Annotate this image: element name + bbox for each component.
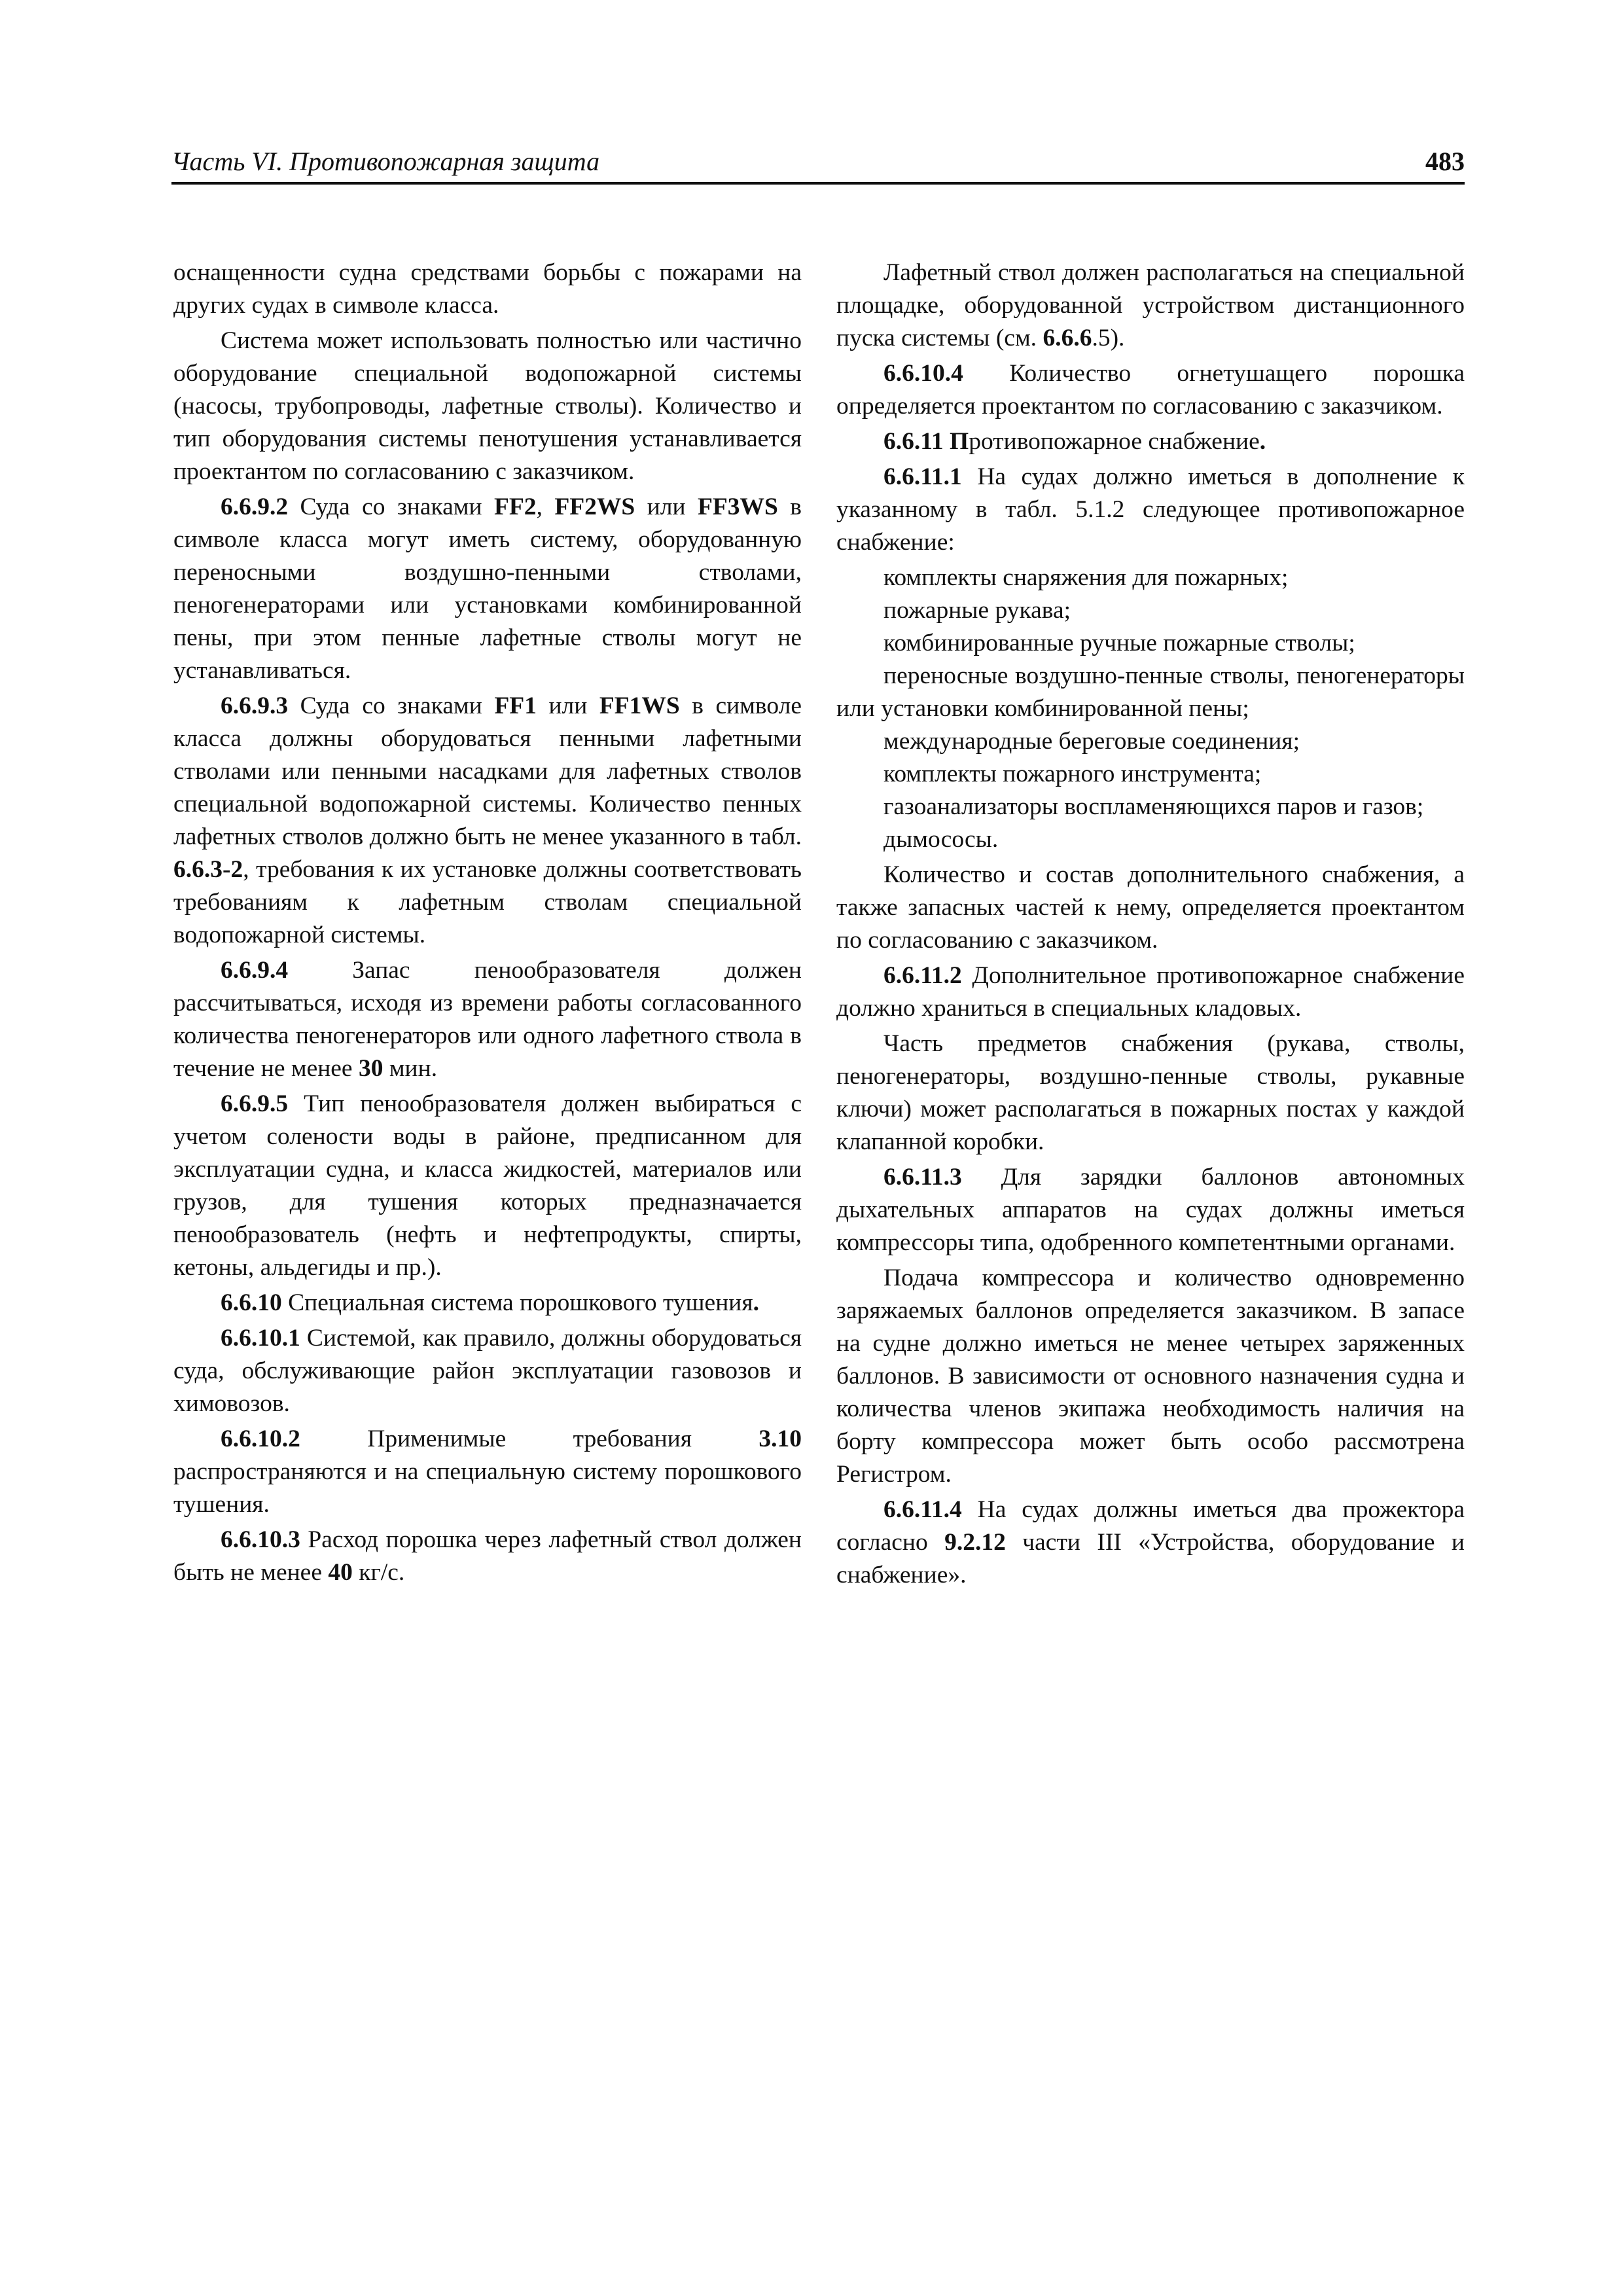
list-item: дымососы. xyxy=(883,826,999,853)
paragraph: 6.6.11.4 На судах должны иметься два прожектора согласно 9.2.12 части III «Устройства, оборудование и снабжение». xyxy=(836,1496,1465,1588)
paragraph: Часть предметов снабжения (рукава, стволы, пеногенераторы, воздушно-пенные стволы, рукавные ключи) может располагаться в пожарных постах у каждой клапанной коробки. xyxy=(836,1030,1465,1155)
class-mark: FF2WS xyxy=(554,493,635,520)
section-ref: 6.6.6 xyxy=(1043,325,1092,351)
list-item: газоанализаторы воспламеняющихся паров и газов; xyxy=(883,793,1424,820)
page-number: 483 xyxy=(1425,147,1465,176)
table-ref: 6.6.3-2 xyxy=(173,856,243,883)
list-item: переносные воздушно-пенные стволы, пеногенераторы или установки комбинированной пены; xyxy=(836,662,1465,722)
paragraph: 6.6.9.4 Запас пенообразователя должен рассчитываться, исходя из времени работы согласованного количества пеногенераторов или одного лафетного ствола в течение не менее 30 мин. xyxy=(173,957,802,1082)
clause-number: 6.6.11 П xyxy=(883,428,969,455)
class-mark: FF1WS xyxy=(599,692,680,719)
paragraph: 6.6.9.3 Суда со знаками FF1 или FF1WS в символе класса должны оборудоваться пенными лафетными стволами или пенными насадками для лафетных стволов специальной водопожарной системы. Количество пенных лафетных стволов должно быть не менее указанного в табл. 6.6.3-2, требования к их установке должны соответствовать требованиям к лафетным стволам специальной водопожарной системы. xyxy=(173,692,802,948)
paragraph: Лафетный ствол должен располагаться на специальной площадке, оборудованной устройством дистанционного пуска системы (см. 6.6.6.5). xyxy=(836,259,1465,351)
left-column xyxy=(173,257,802,1592)
paragraph: 6.6.9.5 Тип пенообразователя должен выбираться с учетом солености воды в районе, предписанном для эксплуатации судна, и класса жидкостей, материалов или грузов, для тушения которых предназначается пенообразователь (нефть и нефтепродукты, спирты, кетоны, альдегиды и пр.). xyxy=(173,1090,802,1281)
clause-number: 6.6.10.3 xyxy=(221,1526,300,1553)
paragraph: оснащенности судна средствами борьбы с пожарами на других судах в символе класса. xyxy=(173,259,802,319)
header-title: Часть VI. Противопожарная защита xyxy=(171,147,600,176)
list-item: пожарные рукава; xyxy=(883,597,1071,624)
class-mark: FF2 xyxy=(493,493,537,520)
clause-number: 6.6.11.1 xyxy=(883,463,962,490)
paragraph: 6.6.10.1 Системой, как правило, должны оборудоваться суда, обслуживающие район эксплуатации газовозов и химовозов. xyxy=(173,1325,802,1417)
clause-number: 6.6.11.2 xyxy=(883,962,962,989)
list-item: комплекты пожарного инструмента; xyxy=(883,761,1262,787)
clause-number: 6.6.11.4 xyxy=(883,1496,962,1523)
clause-number: 6.6.9.5 xyxy=(221,1090,289,1117)
value: 40 xyxy=(328,1559,353,1586)
paragraph: 6.6.10.3 Расход порошка через лафетный ствол должен быть не менее 40 кг/с. xyxy=(173,1526,802,1586)
class-mark: FF1 xyxy=(494,692,537,719)
section-heading: 6.6.11 Противопожарное снабжение. xyxy=(883,428,1266,455)
list-item: комплекты снаряжения для пожарных; xyxy=(883,564,1289,591)
class-mark: FF3WS xyxy=(697,493,778,520)
section-heading: 6.6.10 Специальная система порошкового тушения. xyxy=(221,1289,759,1316)
section-ref: 9.2.12 xyxy=(944,1529,1006,1556)
paragraph: Количество и состав дополнительного снабжения, а также запасных частей к нему, определяется проектантом по согласованию с заказчиком. xyxy=(836,861,1465,954)
paragraph: Система может использовать полностью или частично оборудование специальной водопожарной системы (насосы, трубопроводы, лафетные стволы). Количество и тип оборудования системы пенотушения устанавливается проектантом по согласованию с заказчиком. xyxy=(173,327,802,485)
clause-number: 6.6.10.2 xyxy=(221,1426,300,1452)
clause-number: 6.6.9.2 xyxy=(221,493,289,520)
paragraph: 6.6.11.3 Для зарядки баллонов автономных дыхательных аппаратов на судах должны иметься компрессоры типа, одобренного компетентными органами. xyxy=(836,1164,1465,1256)
paragraph: Подача компрессора и количество одновременно заряжаемых баллонов определяется заказчиком. В запасе на судне должно иметься не менее четырех заряженных баллонов. В зависимости от основного назначения судна и количества членов экипажа необходимость наличия на борту компрессора может быть особо рассмотрена Регистром. xyxy=(836,1265,1465,1488)
paragraph: 6.6.10.2 Применимые требования 3.10 распространяются и на специальную систему порошкового тушения. xyxy=(173,1426,802,1518)
paragraph: 6.6.9.2 Суда со знаками FF2, FF2WS или FF3WS в символе класса могут иметь систему, оборудованную переносными воздушно-пенными стволами, пеногенераторами или установками комбинированной пены, при этом пенные лафетные стволы могут не устанавливаться. xyxy=(173,493,802,684)
value: 30 xyxy=(358,1055,383,1082)
section-ref: 3.10 xyxy=(758,1426,802,1452)
clause-number: 6.6.10.4 xyxy=(883,360,963,387)
running-header xyxy=(171,145,1465,185)
list-item: комбинированные ручные пожарные стволы; xyxy=(883,630,1355,656)
clause-number: 6.6.9.4 xyxy=(221,957,289,984)
clause-number: 6.6.10.1 xyxy=(221,1325,300,1352)
list-item: международные береговые соединения; xyxy=(883,728,1300,755)
clause-number: 6.6.10 xyxy=(221,1289,282,1316)
paragraph: 6.6.11.2 Дополнительное противопожарное снабжение должно храниться в специальных кладовых. xyxy=(836,962,1465,1022)
clause-number: 6.6.11.3 xyxy=(883,1164,962,1191)
paragraph: 6.6.10.4 Количество огнетушащего порошка определяется проектантом по согласованию с заказчиком. xyxy=(836,360,1465,420)
clause-number: 6.6.9.3 xyxy=(221,692,289,719)
paragraph: 6.6.11.1 На судах должно иметься в дополнение к указанному в табл. 5.1.2 следующее противопожарное снабжение: xyxy=(836,463,1465,556)
right-column xyxy=(836,257,1465,1594)
